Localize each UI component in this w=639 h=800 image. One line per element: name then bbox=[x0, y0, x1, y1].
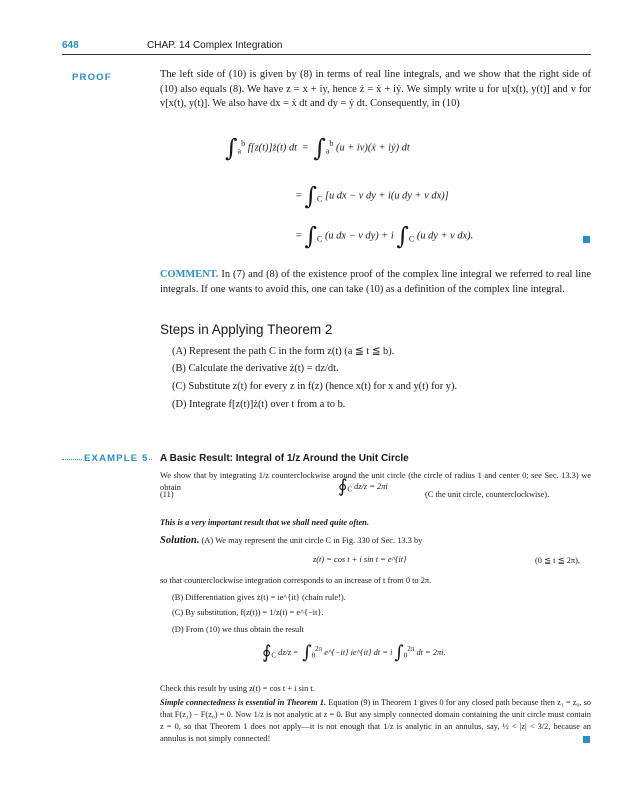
final-equation: $∮_C$ $dz/z = \int_0^{2\pi}$ e^{−it} ie^{it} dt = i $\int_0^{2\pi}$ dt = 2πi. bbox=[262, 642, 446, 663]
comment-word: COMMENT. bbox=[160, 269, 219, 280]
parametrization-range: (0 ≦ t ≦ 2π), bbox=[535, 556, 581, 565]
comment-paragraph bbox=[160, 268, 591, 297]
step-c: (C) Substitute z(t) for every z in f(z) (hence x(t) for x and y(t) for y). bbox=[172, 381, 458, 392]
end-of-proof-mark bbox=[583, 236, 590, 243]
eq3-part-b: (u dy + v dx). bbox=[416, 230, 474, 242]
eq1-left: f[z(t)]ż(t) dt bbox=[247, 142, 298, 154]
equation-11-note: (C the unit circle, counterclockwise). bbox=[425, 490, 550, 499]
header-rule bbox=[62, 54, 591, 55]
parametrization: z(t) = cos t + i sin t = e^{it} bbox=[313, 555, 407, 564]
closing-paragraph bbox=[160, 697, 591, 745]
eq-number-11: (11) bbox=[160, 490, 174, 499]
solution-line bbox=[160, 535, 591, 547]
step-a: (A) Represent the path C in the form z(t) (a ≦ t ≦ b). bbox=[172, 346, 395, 357]
example-label: EXAMPLE 5 bbox=[84, 453, 149, 464]
important-note: This is a very important result that we shall need quite often. bbox=[160, 518, 369, 527]
running-header bbox=[62, 40, 591, 54]
eq3-part-a: (u dx − v dy) + i bbox=[324, 230, 394, 242]
section-title: Steps in Applying Theorem 2 bbox=[160, 322, 333, 337]
ccw-text: so that counterclockwise integration corresponds to an increase of t from 0 to 2π. bbox=[160, 576, 432, 585]
closing-bold: Simple connectedness is essential in Theorem 1. bbox=[160, 698, 327, 707]
chapter-title: CHAP. 14 Complex Integration bbox=[147, 40, 283, 51]
proof-equation-3: = $\int_C$ (u dx − v dy) + i $\int_C$ (u dy + v dx). bbox=[296, 222, 474, 250]
proof-label: PROOF bbox=[72, 72, 112, 83]
comment-text: In (7) and (8) of the existence proof of the complex line integral we referred to real line integrals. If one wants to avoid this, one can take (10) as a definition of the complex line integral. bbox=[160, 269, 591, 295]
step-d: (D) Integrate f[z(t)]ż(t) over t from a to b. bbox=[172, 399, 346, 410]
example-step-c: (C) By substitution, f(z(t)) = 1/z(t) = e^{−it}. bbox=[172, 608, 324, 617]
solution-word: Solution. bbox=[160, 535, 200, 546]
proof-equation-2: = $\int_C$ [u dx − v dy + i(u dy + v dx)] bbox=[296, 182, 449, 210]
example-step-b: (B) Differentiation gives ż(t) = ie^{it} (chain rule!). bbox=[172, 593, 346, 602]
example-step-d: (D) From (10) we thus obtain the result bbox=[172, 625, 304, 634]
example-intro: We show that by integrating 1/z counterclockwise around the unit circle (the circle of radius 1 and center 0; see Sec. 13.3) we obtain bbox=[160, 471, 591, 492]
end-of-example-mark bbox=[583, 736, 590, 743]
eq1-right: (u + iv)(ẋ + iẏ) dt bbox=[336, 142, 410, 154]
example-title: A Basic Result: Integral of 1/z Around the Unit Circle bbox=[160, 453, 409, 464]
page-number: 648 bbox=[62, 40, 79, 51]
eq2-body: [u dx − v dy + i(u dy + v dx)] bbox=[324, 190, 449, 202]
proof-paragraph: The left side of (10) is given by (8) in terms of real line integrals, and we show that the right side of (10) also equals (8). We have z = x + iy, hence ż = ẋ + iẏ. We simply write u for u[x(t), y(t)] and v for v[x(t), y(t)]. We also have dx = ẋ dt and dy = ẏ dt. Consequently, in (10) bbox=[160, 69, 591, 109]
equation-11: $∮_C$ dz/z = 2πi bbox=[338, 476, 388, 497]
step-b: (B) Calculate the derivative ż(t) = dz/dt. bbox=[172, 363, 339, 374]
closing-text: Equation (9) in Theorem 1 gives 0 for any closed path because then z₁ = z₀, so that F(z₁) − F(z₀) = 0. Now 1/z is not analytic at z = 0. But any simply connected domain containing the unit circle must contain z = 0, so that Theorem 1 does not apply—it is not enough that 1/z is analytic in an annulus, say, ½ < |z| < 3/2, because an annulus is not simply connected! bbox=[160, 698, 592, 743]
solution-text: (A) We may represent the unit circle C in Fig. 330 of Sec. 13.3 by bbox=[201, 536, 423, 545]
proof-equation-1: $\int_a^b$ f[z(t)]ż(t) dt = $\int_a^b$ (u + iv)(ẋ + iẏ) dt bbox=[225, 134, 410, 162]
check-text: Check this result by using z(t) = cos t + i sin t. bbox=[160, 684, 315, 693]
